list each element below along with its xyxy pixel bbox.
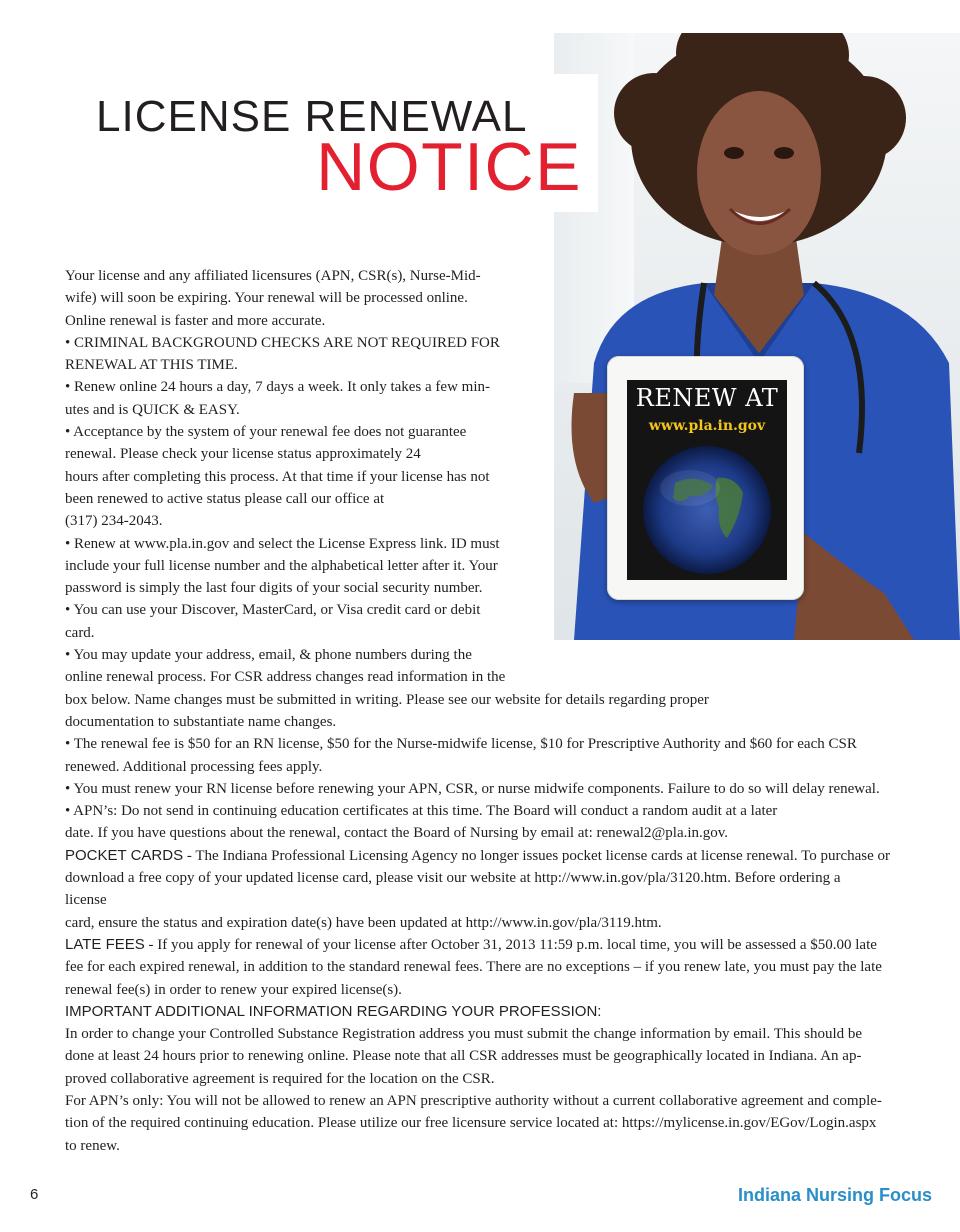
late-fees-line: renewal fee(s) in order to renew your expired license(s). — [65, 981, 402, 998]
pocket-cards-text: - The Indiana Professional Licensing Agency no longer issues pocket license cards at license renewal. To purchase or — [183, 847, 891, 864]
magazine-name: Indiana Nursing Focus — [737, 1185, 932, 1205]
body-line: include your full license number and the alphabetical letter after it. Your — [65, 557, 498, 574]
body-line: wife) will soon be expiring. Your renewal will be processed online. — [65, 290, 468, 307]
page-number: 6 — [30, 1186, 39, 1203]
important-line: In order to change your Controlled Substance Registration address you must submit the change information by email. This should be — [65, 1026, 863, 1043]
body-line: • You may update your address, email, & phone numbers during the — [65, 647, 472, 664]
pocket-cards-label: POCKET CARDS — [65, 846, 184, 864]
body-line: documentation to substantiate name changes. — [65, 713, 337, 730]
body-line: Your license and any affiliated licensures (APN, CSR(s), Nurse-Mid- — [65, 268, 481, 284]
body-line: (317) 234-2043. — [65, 513, 163, 530]
pocket-cards-line: license — [65, 892, 107, 909]
late-fees-line: fee for each expired renewal, in addition to the standard renewal fees. There are no exceptions – if you renew late, you must pay the late — [65, 959, 882, 976]
body-line: renewed. Additional processing fees apply. — [65, 758, 323, 775]
important-line: For APN’s only: You will not be allowed to renew an APN prescriptive authority without a current collaborative agreement and comple- — [65, 1092, 882, 1109]
body-line: • You can use your Discover, MasterCard, or Visa credit card or debit — [65, 602, 481, 619]
body-line: been renewed to active status please call our office at — [65, 490, 385, 507]
body-line: renewal. Please check your license status approximately 24 — [65, 446, 421, 463]
title-block — [88, 74, 598, 212]
body-line: card. — [65, 624, 95, 641]
important-line: to renew. — [65, 1137, 120, 1154]
body-line: • APN’s: Do not send in continuing education certificates at this time. The Board will conduct a random audit at a later — [65, 803, 778, 820]
important-line: tion of the required continuing education. Please utilize our free licensure service located at: https://mylicense.in.gov/EGov/Login.aspx — [65, 1115, 877, 1132]
pocket-cards-line: download a free copy of your updated license card, please visit our website at http://www.in.gov/pla/3120.htm. Before ordering a — [65, 870, 841, 887]
late-fees-label: LATE FEES — [65, 935, 145, 953]
title-notice: NOTICE — [316, 129, 582, 205]
late-fees-text: - If you apply for renewal of your license after October 31, 2013 11:59 p.m. local time, you will be assessed a $50.00 late — [144, 936, 877, 953]
body-line: Online renewal is faster and more accurate. — [65, 312, 326, 329]
body-line: • CRIMINAL BACKGROUND CHECKS ARE NOT REQUIRED FOR — [65, 334, 500, 351]
pocket-cards-line — [65, 845, 933, 867]
body-line: • You must renew your RN license before renewing your APN, CSR, or nurse midwife components. Failure to do so will delay renewal. — [65, 780, 880, 797]
renew-url-text: www.pla.in.gov — [648, 418, 766, 434]
renew-at-heading: RENEW AT — [635, 384, 779, 412]
body-line: password is simply the last four digits of your social security number. — [65, 580, 483, 597]
pocket-cards-line: card, ensure the status and expiration date(s) have been updated at http://www.in.gov/pla/3119.htm. — [65, 914, 662, 931]
title-license-renewal: LICENSE RENEWAL — [96, 92, 528, 141]
body-line: RENEWAL AT THIS TIME. — [65, 357, 238, 374]
body-line: • Renew online 24 hours a day, 7 days a week. It only takes a few min- — [65, 379, 490, 396]
body-line: • Acceptance by the system of your renewal fee does not guarantee — [65, 424, 467, 441]
body-line: online renewal process. For CSR address changes read information in the — [65, 669, 506, 686]
important-heading: IMPORTANT ADDITIONAL INFORMATION REGARDING YOUR PROFESSION: — [65, 1002, 602, 1020]
late-fees-line — [65, 934, 933, 956]
important-line: done at least 24 hours prior to renewing online. Please note that all CSR addresses must be geographically located in Indiana. An ap- — [65, 1048, 862, 1065]
notice-body — [65, 265, 933, 1157]
important-line: proved collaborative agreement is required for the location on the CSR. — [65, 1070, 495, 1087]
body-line: • The renewal fee is $50 for an RN license, $50 for the Nurse-midwife license, $10 for Prescriptive Authority and $60 for each CSR — [65, 736, 857, 753]
body-line: box below. Name changes must be submitted in writing. Please see our website for details regarding proper — [65, 691, 709, 708]
body-line: utes and is QUICK & EASY. — [65, 401, 240, 418]
body-line: • Renew at www.pla.in.gov and select the License Express link. ID must — [65, 535, 500, 552]
body-line: hours after completing this process. At that time if your license has not — [65, 468, 490, 485]
body-line: date. If you have questions about the renewal, contact the Board of Nursing by email at: renewal2@pla.in.gov. — [65, 825, 729, 842]
